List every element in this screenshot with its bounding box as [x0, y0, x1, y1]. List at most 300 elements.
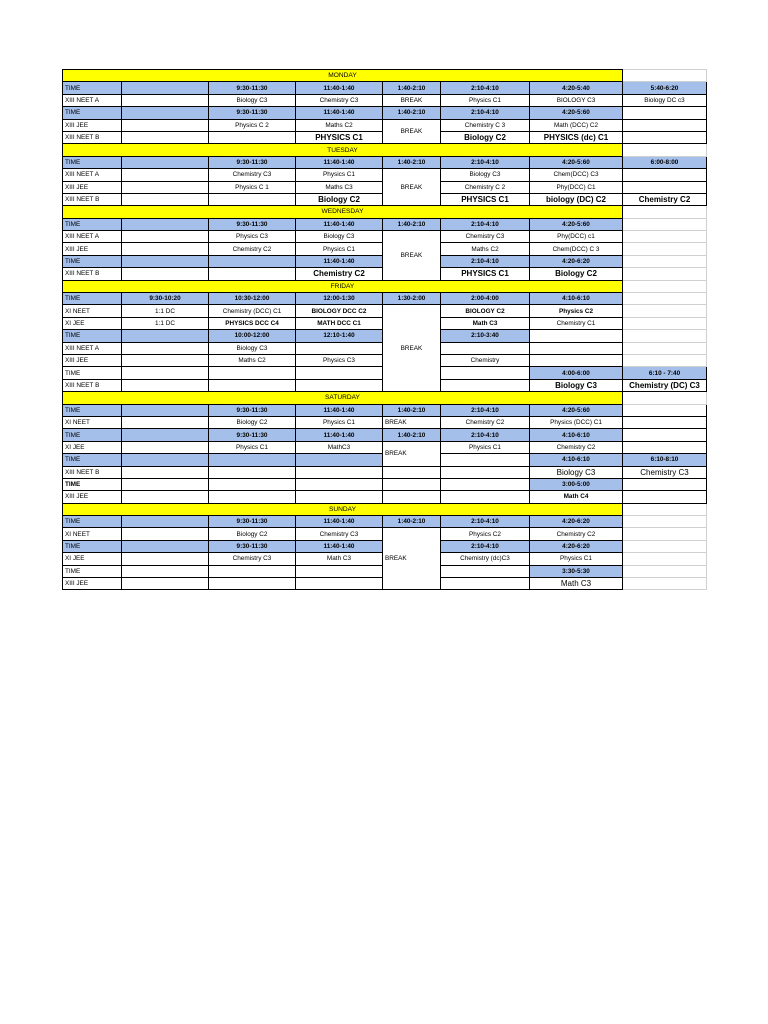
- time-slot: 1:40-2:10: [383, 107, 441, 119]
- time-row: [63, 82, 707, 94]
- subject-cell: [296, 379, 383, 391]
- subject-cell: Chemistry C2: [209, 243, 296, 255]
- row-label: XI NEET: [63, 528, 122, 540]
- subject-cell: [623, 231, 707, 243]
- time-slot: 11:40-1:40: [296, 540, 383, 552]
- row-label: XIII JEE: [63, 119, 122, 131]
- row-label: TIME: [63, 156, 122, 168]
- subject-cell: BIOLOGY DCC C2: [296, 305, 383, 317]
- time-slot: [623, 255, 707, 267]
- subject-cell: Physics C1: [441, 94, 530, 106]
- subject-cell: Physics C 1: [209, 181, 296, 193]
- time-slot: 10:00-12:00: [209, 330, 296, 342]
- time-row: [63, 404, 707, 416]
- time-slot: 2:10-4:10: [441, 156, 530, 168]
- time-slot: 4:20-5:60: [530, 107, 623, 119]
- row-label: XIII NEET A: [63, 169, 122, 181]
- subject-cell: Biology C2: [530, 268, 623, 280]
- time-slot: 4:10-6:10: [530, 454, 623, 466]
- subject-cell: Chemistry (dc)C3: [441, 553, 530, 565]
- time-slot: 6:10-8:10: [623, 454, 707, 466]
- class-row: [63, 491, 707, 503]
- subject-cell: Phy(DCC) C1: [530, 181, 623, 193]
- subject-cell: [296, 491, 383, 503]
- subject-cell: [122, 243, 209, 255]
- subject-cell: [623, 243, 707, 255]
- subject-cell: [209, 379, 296, 391]
- day-title: SATURDAY: [63, 392, 623, 404]
- time-slot: 1:40-2:10: [383, 156, 441, 168]
- subject-cell: PHYSICS C1: [441, 268, 530, 280]
- subject-cell: 1:1 DC: [122, 305, 209, 317]
- break-cell: BREAK: [383, 305, 441, 392]
- subject-cell: Chemistry C3: [296, 528, 383, 540]
- subject-cell: Chem(DCC) C 3: [530, 243, 623, 255]
- time-slot: [209, 454, 296, 466]
- time-slot: [296, 454, 383, 466]
- subject-cell: [623, 416, 707, 428]
- time-slot: 2:10-4:10: [441, 218, 530, 230]
- subject-cell: Biology C2: [441, 131, 530, 143]
- time-slot: [122, 454, 209, 466]
- subject-cell: Physics C1: [441, 441, 530, 453]
- subject-cell: Maths C2: [441, 243, 530, 255]
- time-slot: [122, 218, 209, 230]
- row-label: XIII NEET B: [63, 193, 122, 205]
- empty-cell: [623, 280, 707, 292]
- row-label: TIME: [63, 255, 122, 267]
- subject-cell: [530, 354, 623, 366]
- time-slot: 4:20-5:60: [530, 156, 623, 168]
- time-slot: 11:40-1:40: [296, 516, 383, 528]
- row-label: TIME: [63, 478, 122, 490]
- row-label: TIME: [63, 454, 122, 466]
- row-label: XIII JEE: [63, 243, 122, 255]
- time-slot: [383, 478, 441, 490]
- subject-cell: Chemistry C1: [530, 317, 623, 329]
- subject-cell: PHYSICS C1: [296, 131, 383, 143]
- subject-cell: biology (DC) C2: [530, 193, 623, 205]
- subject-cell: Math C3: [441, 317, 530, 329]
- subject-cell: [441, 491, 530, 503]
- subject-cell: MathC3: [296, 441, 383, 453]
- subject-cell: PHYSICS C1: [441, 193, 530, 205]
- day-header-monday: [63, 70, 707, 82]
- row-label: XI JEE: [63, 441, 122, 453]
- row-label: TIME: [63, 429, 122, 441]
- time-slot: 11:40-1:40: [296, 429, 383, 441]
- time-slot: 2:10-4:10: [441, 429, 530, 441]
- time-slot: [209, 255, 296, 267]
- time-slot: 4:20-5:60: [530, 404, 623, 416]
- time-slot: [623, 404, 707, 416]
- time-slot: 11:40-1:40: [296, 156, 383, 168]
- subject-cell: BIOLOGY C2: [441, 305, 530, 317]
- row-label: XI NEET: [63, 416, 122, 428]
- subject-cell: [122, 342, 209, 354]
- subject-cell: [623, 342, 707, 354]
- time-slot: [209, 565, 296, 577]
- subject-cell: [122, 416, 209, 428]
- subject-cell: Chem(DCC) C3: [530, 169, 623, 181]
- row-label: TIME: [63, 367, 122, 379]
- subject-cell: [209, 131, 296, 143]
- class-row: [63, 416, 707, 428]
- subject-cell: Physics C2: [441, 528, 530, 540]
- subject-cell: [623, 119, 707, 131]
- subject-cell: Math C4: [530, 491, 623, 503]
- class-row: [63, 466, 707, 478]
- subject-cell: PHYSICS DCC C4: [209, 317, 296, 329]
- time-slot: 6:10 - 7:40: [623, 367, 707, 379]
- subject-cell: Physics C1: [296, 169, 383, 181]
- row-label: XI NEET: [63, 305, 122, 317]
- subject-cell: [209, 268, 296, 280]
- row-label: XIII JEE: [63, 181, 122, 193]
- time-slot: 4:00-6:00: [530, 367, 623, 379]
- time-slot: [623, 565, 707, 577]
- time-slot: 9:30-11:30: [209, 429, 296, 441]
- subject-cell: [209, 193, 296, 205]
- subject-cell: [530, 342, 623, 354]
- row-label: XIII NEET A: [63, 342, 122, 354]
- day-header-tuesday: [63, 144, 707, 156]
- time-slot: 4:10-6:10: [530, 429, 623, 441]
- subject-cell: [623, 317, 707, 329]
- subject-cell: [122, 169, 209, 181]
- time-slot: 2:10-4:10: [441, 540, 530, 552]
- subject-cell: Phy(DCC) c1: [530, 231, 623, 243]
- time-slot: 2:10-4:10: [441, 107, 530, 119]
- subject-cell: Biology C2: [209, 416, 296, 428]
- time-slot: 2:10-3:40: [441, 330, 530, 342]
- time-slot: 4:20-6:20: [530, 255, 623, 267]
- break-cell: BREAK: [383, 119, 441, 144]
- time-slot: [209, 478, 296, 490]
- time-slot: [441, 565, 530, 577]
- time-slot: 10:30-12:00: [209, 293, 296, 305]
- subject-cell: [441, 578, 530, 590]
- time-slot: 9:30-11:30: [209, 156, 296, 168]
- subject-cell: Chemistry C2: [296, 268, 383, 280]
- subject-cell: Chemistry C2: [530, 441, 623, 453]
- row-label: TIME: [63, 404, 122, 416]
- time-slot: [122, 478, 209, 490]
- time-slot: 1:40-2:10: [383, 516, 441, 528]
- subject-cell: Chemistry C2: [530, 528, 623, 540]
- subject-cell: [623, 578, 707, 590]
- time-row: [63, 293, 707, 305]
- time-slot: 9:30-11:30: [209, 107, 296, 119]
- subject-cell: Physics C2: [530, 305, 623, 317]
- time-row: [63, 107, 707, 119]
- time-slot: [623, 429, 707, 441]
- time-slot: [623, 540, 707, 552]
- row-label: XIII NEET B: [63, 131, 122, 143]
- time-slot: 4:20-6:20: [530, 540, 623, 552]
- day-header-saturday: [63, 392, 707, 404]
- time-row: [63, 429, 707, 441]
- time-slot: [122, 156, 209, 168]
- subject-cell: Math C3: [530, 578, 623, 590]
- time-slot: [122, 330, 209, 342]
- time-slot: 1:40-2:10: [383, 404, 441, 416]
- empty-cell: [623, 503, 707, 515]
- subject-cell: [623, 528, 707, 540]
- row-label: TIME: [63, 516, 122, 528]
- subject-cell: [623, 491, 707, 503]
- row-label: TIME: [63, 218, 122, 230]
- time-slot: 9:30-11:30: [209, 516, 296, 528]
- time-slot: 3:30-5:30: [530, 565, 623, 577]
- subject-cell: [122, 193, 209, 205]
- time-slot: 3:00-5:00: [530, 478, 623, 490]
- subject-cell: [122, 181, 209, 193]
- row-label: XI JEE: [63, 553, 122, 565]
- subject-cell: [441, 379, 530, 391]
- row-label: TIME: [63, 82, 122, 94]
- time-slot: 1:30-2:00: [383, 293, 441, 305]
- break-cell: BREAK: [383, 441, 441, 466]
- subject-cell: Chemistry C3: [209, 169, 296, 181]
- day-title: TUESDAY: [63, 144, 623, 156]
- subject-cell: [122, 553, 209, 565]
- subject-cell: Biology C3: [209, 342, 296, 354]
- time-row: [63, 516, 707, 528]
- break-cell: BREAK: [383, 231, 441, 281]
- time-row: [63, 478, 707, 490]
- subject-cell: Math C3: [296, 553, 383, 565]
- time-slot: 2:10-4:10: [441, 82, 530, 94]
- row-label: XIII NEET A: [63, 231, 122, 243]
- subject-cell: [209, 578, 296, 590]
- subject-cell: [623, 131, 707, 143]
- time-slot: [122, 540, 209, 552]
- subject-cell: Maths C2: [296, 119, 383, 131]
- time-slot: [623, 218, 707, 230]
- time-slot: 11:40-1:40: [296, 218, 383, 230]
- time-slot: 12:00-1:30: [296, 293, 383, 305]
- time-slot: [530, 330, 623, 342]
- subject-cell: Physics (DCC) C1: [530, 416, 623, 428]
- subject-cell: [122, 578, 209, 590]
- subject-cell: Biology C3: [530, 379, 623, 391]
- subject-cell: Physics C3: [296, 354, 383, 366]
- time-slot: 11:40-1:40: [296, 255, 383, 267]
- row-label: TIME: [63, 330, 122, 342]
- subject-cell: [122, 491, 209, 503]
- time-slot: [122, 565, 209, 577]
- time-slot: 4:20-5:60: [530, 218, 623, 230]
- subject-cell: PHYSICS (dc) C1: [530, 131, 623, 143]
- time-slot: 6:00-8:00: [623, 156, 707, 168]
- time-row: [63, 218, 707, 230]
- subject-cell: [122, 354, 209, 366]
- subject-cell: 1:1 DC: [122, 317, 209, 329]
- subject-cell: Chemistry C2: [441, 416, 530, 428]
- time-slot: 5:40-6:20: [623, 82, 707, 94]
- time-slot: [623, 107, 707, 119]
- subject-cell: Maths C3: [296, 181, 383, 193]
- time-slot: [122, 404, 209, 416]
- subject-cell: Physics C1: [209, 441, 296, 453]
- time-slot: [209, 367, 296, 379]
- time-slot: 2:10-4:10: [441, 255, 530, 267]
- subject-cell: [623, 305, 707, 317]
- time-slot: 9:30-11:30: [209, 540, 296, 552]
- day-title: FRIDAY: [63, 280, 623, 292]
- subject-cell: Biology C2: [209, 528, 296, 540]
- time-slot: 9:30-11:30: [209, 82, 296, 94]
- time-slot: 9:30-11:30: [209, 218, 296, 230]
- subject-cell: Chemistry C 2: [441, 181, 530, 193]
- class-row: [63, 305, 707, 317]
- time-slot: [122, 516, 209, 528]
- subject-cell: [122, 441, 209, 453]
- subject-cell: [122, 231, 209, 243]
- subject-cell: [122, 466, 209, 478]
- day-header-sunday: [63, 503, 707, 515]
- subject-cell: Physics C3: [209, 231, 296, 243]
- time-slot: 12:10-1:40: [296, 330, 383, 342]
- subject-cell: Maths C2: [209, 354, 296, 366]
- subject-cell: [122, 119, 209, 131]
- row-label: XIII NEET A: [63, 94, 122, 106]
- time-slot: 11:40-1:40: [296, 82, 383, 94]
- subject-cell: Chemistry: [441, 354, 530, 366]
- subject-cell: Biology C3: [209, 94, 296, 106]
- subject-cell: BIOLOGY C3: [530, 94, 623, 106]
- subject-cell: [296, 578, 383, 590]
- subject-cell: [623, 181, 707, 193]
- subject-cell: [441, 466, 530, 478]
- day-title: SUNDAY: [63, 503, 623, 515]
- row-label: TIME: [63, 293, 122, 305]
- day-header-friday: [63, 280, 707, 292]
- time-slot: [122, 429, 209, 441]
- class-row: [63, 119, 707, 131]
- class-row: [63, 528, 707, 540]
- row-label: XIII NEET B: [63, 268, 122, 280]
- time-slot: [122, 255, 209, 267]
- subject-cell: [623, 553, 707, 565]
- time-slot: 2:00-4:00: [441, 293, 530, 305]
- time-slot: 9:30-10:20: [122, 293, 209, 305]
- time-slot: 11:40-1:40: [296, 107, 383, 119]
- subject-cell: Biology C3: [296, 231, 383, 243]
- subject-cell: Physics C1: [296, 243, 383, 255]
- time-slot: [441, 454, 530, 466]
- time-slot: [296, 478, 383, 490]
- time-slot: 1:40-2:10: [383, 82, 441, 94]
- subject-cell: [623, 169, 707, 181]
- day-title: WEDNESDAY: [63, 206, 623, 218]
- time-slot: 11:40-1:40: [296, 404, 383, 416]
- row-label: XI JEE: [63, 317, 122, 329]
- subject-cell: [623, 268, 707, 280]
- subject-cell: Chemistry C3: [441, 231, 530, 243]
- subject-cell: Biology C2: [296, 193, 383, 205]
- subject-cell: Chemistry C 3: [441, 119, 530, 131]
- time-slot: [623, 478, 707, 490]
- subject-cell: [122, 379, 209, 391]
- time-slot: 2:10-4:10: [441, 404, 530, 416]
- class-row: [63, 94, 707, 106]
- row-label: XIII JEE: [63, 578, 122, 590]
- subject-cell: Physics C1: [296, 416, 383, 428]
- break-cell: BREAK: [383, 416, 441, 428]
- time-row: [63, 156, 707, 168]
- break-cell: BREAK: [383, 528, 441, 590]
- subject-cell: Biology C3: [441, 169, 530, 181]
- empty-cell: [623, 144, 707, 156]
- subject-cell: [122, 94, 209, 106]
- subject-cell: [209, 491, 296, 503]
- time-slot: [122, 82, 209, 94]
- time-slot: 4:20-6:20: [530, 516, 623, 528]
- time-slot: [623, 330, 707, 342]
- subject-cell: Chemistry C3: [296, 94, 383, 106]
- subject-cell: [623, 354, 707, 366]
- row-label: XIII NEET B: [63, 466, 122, 478]
- subject-cell: Chemistry (DC) C3: [623, 379, 707, 391]
- time-slot: [296, 565, 383, 577]
- day-title: MONDAY: [63, 70, 623, 82]
- subject-cell: [122, 528, 209, 540]
- time-slot: 2:10-4:10: [441, 516, 530, 528]
- time-slot: 4:10-6:10: [530, 293, 623, 305]
- subject-cell: [623, 441, 707, 453]
- time-slot: 1:40-2:10: [383, 218, 441, 230]
- time-slot: [122, 367, 209, 379]
- subject-cell: Physics C 2: [209, 119, 296, 131]
- subject-cell: [296, 342, 383, 354]
- row-label: TIME: [63, 107, 122, 119]
- row-label: XIII JEE: [63, 491, 122, 503]
- subject-cell: MATH DCC C1: [296, 317, 383, 329]
- time-slot: [441, 478, 530, 490]
- empty-cell: [623, 392, 707, 404]
- subject-cell: Biology DC c3: [623, 94, 707, 106]
- class-row: [63, 441, 707, 453]
- row-label: XIII NEET B: [63, 379, 122, 391]
- weekly-timetable: [62, 69, 707, 590]
- break-cell: BREAK: [383, 169, 441, 206]
- subject-cell: Biology C3: [530, 466, 623, 478]
- subject-cell: [383, 466, 441, 478]
- break-cell: BREAK: [383, 94, 441, 106]
- time-slot: [441, 367, 530, 379]
- row-label: TIME: [63, 565, 122, 577]
- time-slot: [623, 293, 707, 305]
- subject-cell: [296, 466, 383, 478]
- row-label: TIME: [63, 540, 122, 552]
- row-label: XIII JEE: [63, 354, 122, 366]
- time-slot: [296, 367, 383, 379]
- subject-cell: [383, 491, 441, 503]
- empty-cell: [623, 70, 707, 82]
- time-slot: 9:30-11:30: [209, 404, 296, 416]
- time-slot: [623, 516, 707, 528]
- subject-cell: Chemistry C3: [623, 466, 707, 478]
- time-slot: [122, 107, 209, 119]
- subject-cell: [122, 131, 209, 143]
- subject-cell: [209, 466, 296, 478]
- subject-cell: Chemistry C2: [623, 193, 707, 205]
- class-row: [63, 169, 707, 181]
- subject-cell: Chemistry (DCC) C1: [209, 305, 296, 317]
- time-slot: 4:20-5:40: [530, 82, 623, 94]
